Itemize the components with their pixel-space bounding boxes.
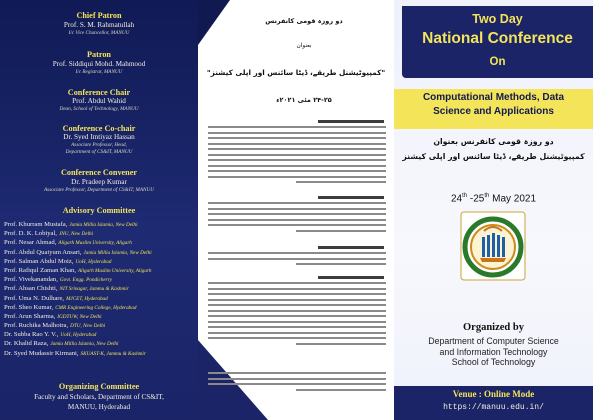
- convener-heading: Conference Convener: [60, 168, 138, 177]
- advisory-member-name: Prof. Nesar Ahmad,: [4, 239, 57, 247]
- urdu-paragraph-heading: [318, 246, 384, 249]
- chief-patron-name: Prof. S. M. Rahmatullah: [63, 21, 135, 29]
- convener-name: Dr. Pradeep Kumar: [71, 178, 127, 186]
- patron-role: I/c Registrar, MANUU: [75, 69, 123, 75]
- date-day-1: 24: [450, 193, 463, 205]
- advisory-member-institution: NIT Srinagar, Jammu & Kashmir: [59, 286, 129, 293]
- organizing-heading: Organizing Committee: [58, 382, 140, 391]
- urdu-text-line: [208, 299, 386, 301]
- advisory-member-name: Prof. Arun Sharma,: [4, 312, 56, 320]
- advisory-member-name: Prof. Ruchika Malhotra,: [4, 322, 69, 330]
- conference-chair-heading: Conference Chair: [67, 88, 131, 97]
- urdu-text-line: [296, 389, 386, 391]
- advisory-member-institution: Govt. Engg. Pondicherry: [59, 277, 113, 284]
- advisory-member-institution: CMR Engineering College, Hyderabad: [55, 304, 137, 311]
- advisory-member-name: Prof. Sheo Kumar,: [4, 303, 54, 311]
- organizing-line-2: MANUU, Hyderabad: [67, 403, 131, 411]
- committee-panel: [0, 0, 198, 420]
- advisory-member: [4, 266, 196, 275]
- advisory-member: [4, 349, 196, 358]
- theme-line-2: Science and Applications: [433, 105, 554, 117]
- urdu-heading-2: کمپیوٹیشنل طریقے، ڈیٹا سائنس اور اپلی کیشنز: [402, 152, 585, 161]
- advisory-member-name: Prof. Rafiqul Zaman Khan,: [4, 266, 76, 274]
- urdu-text-line: [296, 343, 386, 345]
- advisory-member: [4, 229, 196, 238]
- advisory-member-institution: Aligarh Muslim University, Aligarh: [58, 240, 132, 247]
- convener-role: Associate Professor, Department of CS&IT, MANUU: [44, 187, 154, 193]
- advisory-member-name: Dr. Khalid Raza,: [4, 340, 49, 348]
- advisory-member-name: Prof. Abdul Quaiyum Ansari,: [4, 248, 82, 256]
- urdu-text-line: [208, 315, 386, 317]
- advisory-member-institution: UoH, Hyderabad: [60, 332, 97, 339]
- advisory-member-name: Dr. Subba Rao Y. V.,: [4, 331, 59, 339]
- patron-name: Prof. Siddiqui Mohd. Mahmood: [52, 60, 146, 68]
- date-sup-2: th: [484, 193, 490, 199]
- urdu-paragraph-heading: [318, 120, 384, 123]
- urdu-paragraph-heading: [318, 276, 384, 279]
- advisory-member: [4, 220, 196, 229]
- urdu-text-line: [296, 230, 386, 232]
- urdu-text-line: [208, 137, 386, 139]
- advisory-member: [4, 330, 196, 339]
- co-chair-name: Dr. Syed Imtiyaz Hassan: [63, 133, 135, 141]
- advisory-heading: Advisory Committee: [62, 206, 136, 215]
- corner-decoration-bottom: [198, 340, 268, 420]
- advisory-member-institution: Jamia Millia Islamia, New Delhi: [69, 222, 138, 228]
- urdu-text-line: [208, 202, 386, 204]
- urdu-text-line: [208, 304, 386, 306]
- advisory-member-institution: Jamia Millia Islamia, New Delhi: [50, 341, 119, 348]
- date-month-year: May 2021: [489, 193, 537, 205]
- co-chair-role-2: Department of CS&IT, MANUU: [65, 149, 133, 155]
- urdu-text-line: [208, 378, 386, 380]
- conference-info-panel: [394, 0, 593, 420]
- urdu-text-line: [208, 337, 386, 339]
- title-line-1: Two Day: [472, 12, 523, 26]
- advisory-member-name: Prof. Salman Abdul Moiz,: [4, 257, 74, 265]
- urdu-text-line: [208, 288, 386, 290]
- advisory-list: [4, 220, 196, 358]
- university-logo: [460, 211, 526, 281]
- theme-line-1: Computational Methods, Data: [422, 92, 565, 103]
- urdu-text-line: [296, 263, 386, 265]
- advisory-member-institution: UoH, Hyderabad: [75, 258, 112, 265]
- advisory-member: [4, 238, 196, 247]
- advisory-member-institution: Aligarh Muslim University, Aligarh: [77, 267, 152, 274]
- advisory-member-name: Prof. Khurram Mustafa,: [4, 221, 68, 228]
- conference-chair-name: Prof. Abdul Wahid: [72, 97, 126, 105]
- corner-decoration-top: [198, 0, 230, 45]
- website-link[interactable]: https://manuu.edu.in/: [443, 403, 544, 412]
- co-chair-role-1: Associate Professor, Head,: [71, 142, 127, 148]
- urdu-theme: "کمپیوٹیشنل طریقے، ڈیٹا سائنس اور اپلی کیشنز": [206, 68, 386, 77]
- urdu-text-line: [208, 208, 386, 210]
- urdu-title: دو روزہ قومی کانفرنس: [265, 17, 343, 25]
- theme-text: [394, 91, 593, 118]
- urdu-text-line: [208, 143, 386, 145]
- urdu-text-line: [208, 326, 386, 328]
- advisory-member: [4, 248, 196, 257]
- advisory-member-institution: MJCET, Hyderabad: [66, 295, 108, 302]
- urdu-date: ۲۴-۲۵ مئی ۲۰۲۱ء: [276, 96, 332, 104]
- advisory-member-name: Prof. Vivekanandan,: [4, 276, 58, 284]
- advisory-member-name: Dr. Syed Mudassir Kirmani,: [4, 349, 79, 357]
- urdu-text-line: [208, 372, 386, 374]
- advisory-member-name: Prof. Ahsan Chishti,: [4, 285, 58, 293]
- title-line-2: National Conference: [422, 30, 573, 47]
- advisory-member: [4, 339, 196, 348]
- advisory-member-institution: IGDTUW, New Delhi: [57, 313, 102, 320]
- title-line-3: On: [489, 56, 506, 68]
- dept-line-3: School of Technology: [451, 357, 536, 368]
- urdu-text-line: [208, 126, 386, 128]
- urdu-text-line: [208, 148, 386, 150]
- advisory-member: [4, 275, 196, 284]
- advisory-member: [4, 294, 196, 303]
- conference-date: [394, 193, 593, 204]
- advisory-member: [4, 321, 196, 330]
- urdu-text-line: [208, 332, 386, 334]
- dept-line-1: Department of Computer Science: [428, 336, 559, 346]
- urdu-text-line: [208, 258, 386, 260]
- urdu-text-line: [208, 252, 386, 254]
- dept-line-2: and Information Technology: [439, 346, 548, 357]
- urdu-text-line: [208, 282, 386, 284]
- urdu-description-panel: [198, 0, 394, 420]
- urdu-text-line: [208, 170, 386, 172]
- advisory-member: [4, 257, 196, 266]
- urdu-text-line: [296, 181, 386, 183]
- urdu-text-line: [208, 224, 386, 226]
- urdu-paragraph-heading: [318, 196, 384, 199]
- urdu-text-line: [208, 321, 386, 323]
- urdu-text-line: [208, 310, 386, 312]
- advisory-member-institution: SKUAST-K, Jammu & Kashmir: [80, 350, 146, 357]
- advisory-member-institution: Jamia Millia Islamia, New Delhi: [83, 249, 152, 256]
- urdu-text-line: [208, 176, 386, 178]
- advisory-member-institution: DTU, New Delhi: [70, 323, 106, 330]
- advisory-member-name: Prof. D. K. Lobiyal,: [4, 230, 57, 238]
- advisory-member: [4, 284, 196, 293]
- urdu-text-line: [208, 132, 386, 134]
- organizer-department: [394, 336, 593, 368]
- chief-patron-role: I/c Vice Chancellor, MANUU: [68, 30, 130, 36]
- date-sup-1: th: [462, 193, 468, 199]
- urdu-subtitle: بعنوان: [296, 43, 312, 49]
- venue-text: Venue : Online Mode: [452, 389, 535, 399]
- advisory-member-name: Prof. Uma N. Dulhare,: [4, 294, 65, 302]
- patron-heading: Patron: [87, 50, 111, 59]
- urdu-heading-1: دو روزہ قومی کانفرنس بعنوان: [433, 137, 554, 146]
- date-day-2: -25: [467, 193, 485, 205]
- urdu-text-line: [208, 213, 386, 215]
- advisory-member: [4, 312, 196, 321]
- conference-chair-role: Dean, School of Technology, MANUU: [59, 106, 139, 112]
- chief-patron-heading: Chief Patron: [76, 11, 122, 20]
- urdu-text-line: [208, 383, 386, 385]
- advisory-member-institution: JNU, New Delhi: [58, 231, 94, 238]
- urdu-text-line: [208, 154, 386, 156]
- advisory-member: [4, 303, 196, 312]
- urdu-text-line: [208, 293, 386, 295]
- urdu-text-line: [208, 165, 386, 167]
- urdu-text-line: [208, 159, 386, 161]
- co-chair-heading: Conference Co-chair: [62, 124, 136, 133]
- organizing-line-1: Faculty and Scholars, Department of CS&IT,: [34, 393, 164, 401]
- urdu-text-line: [208, 219, 386, 221]
- organized-by-label: Organized by: [463, 322, 524, 333]
